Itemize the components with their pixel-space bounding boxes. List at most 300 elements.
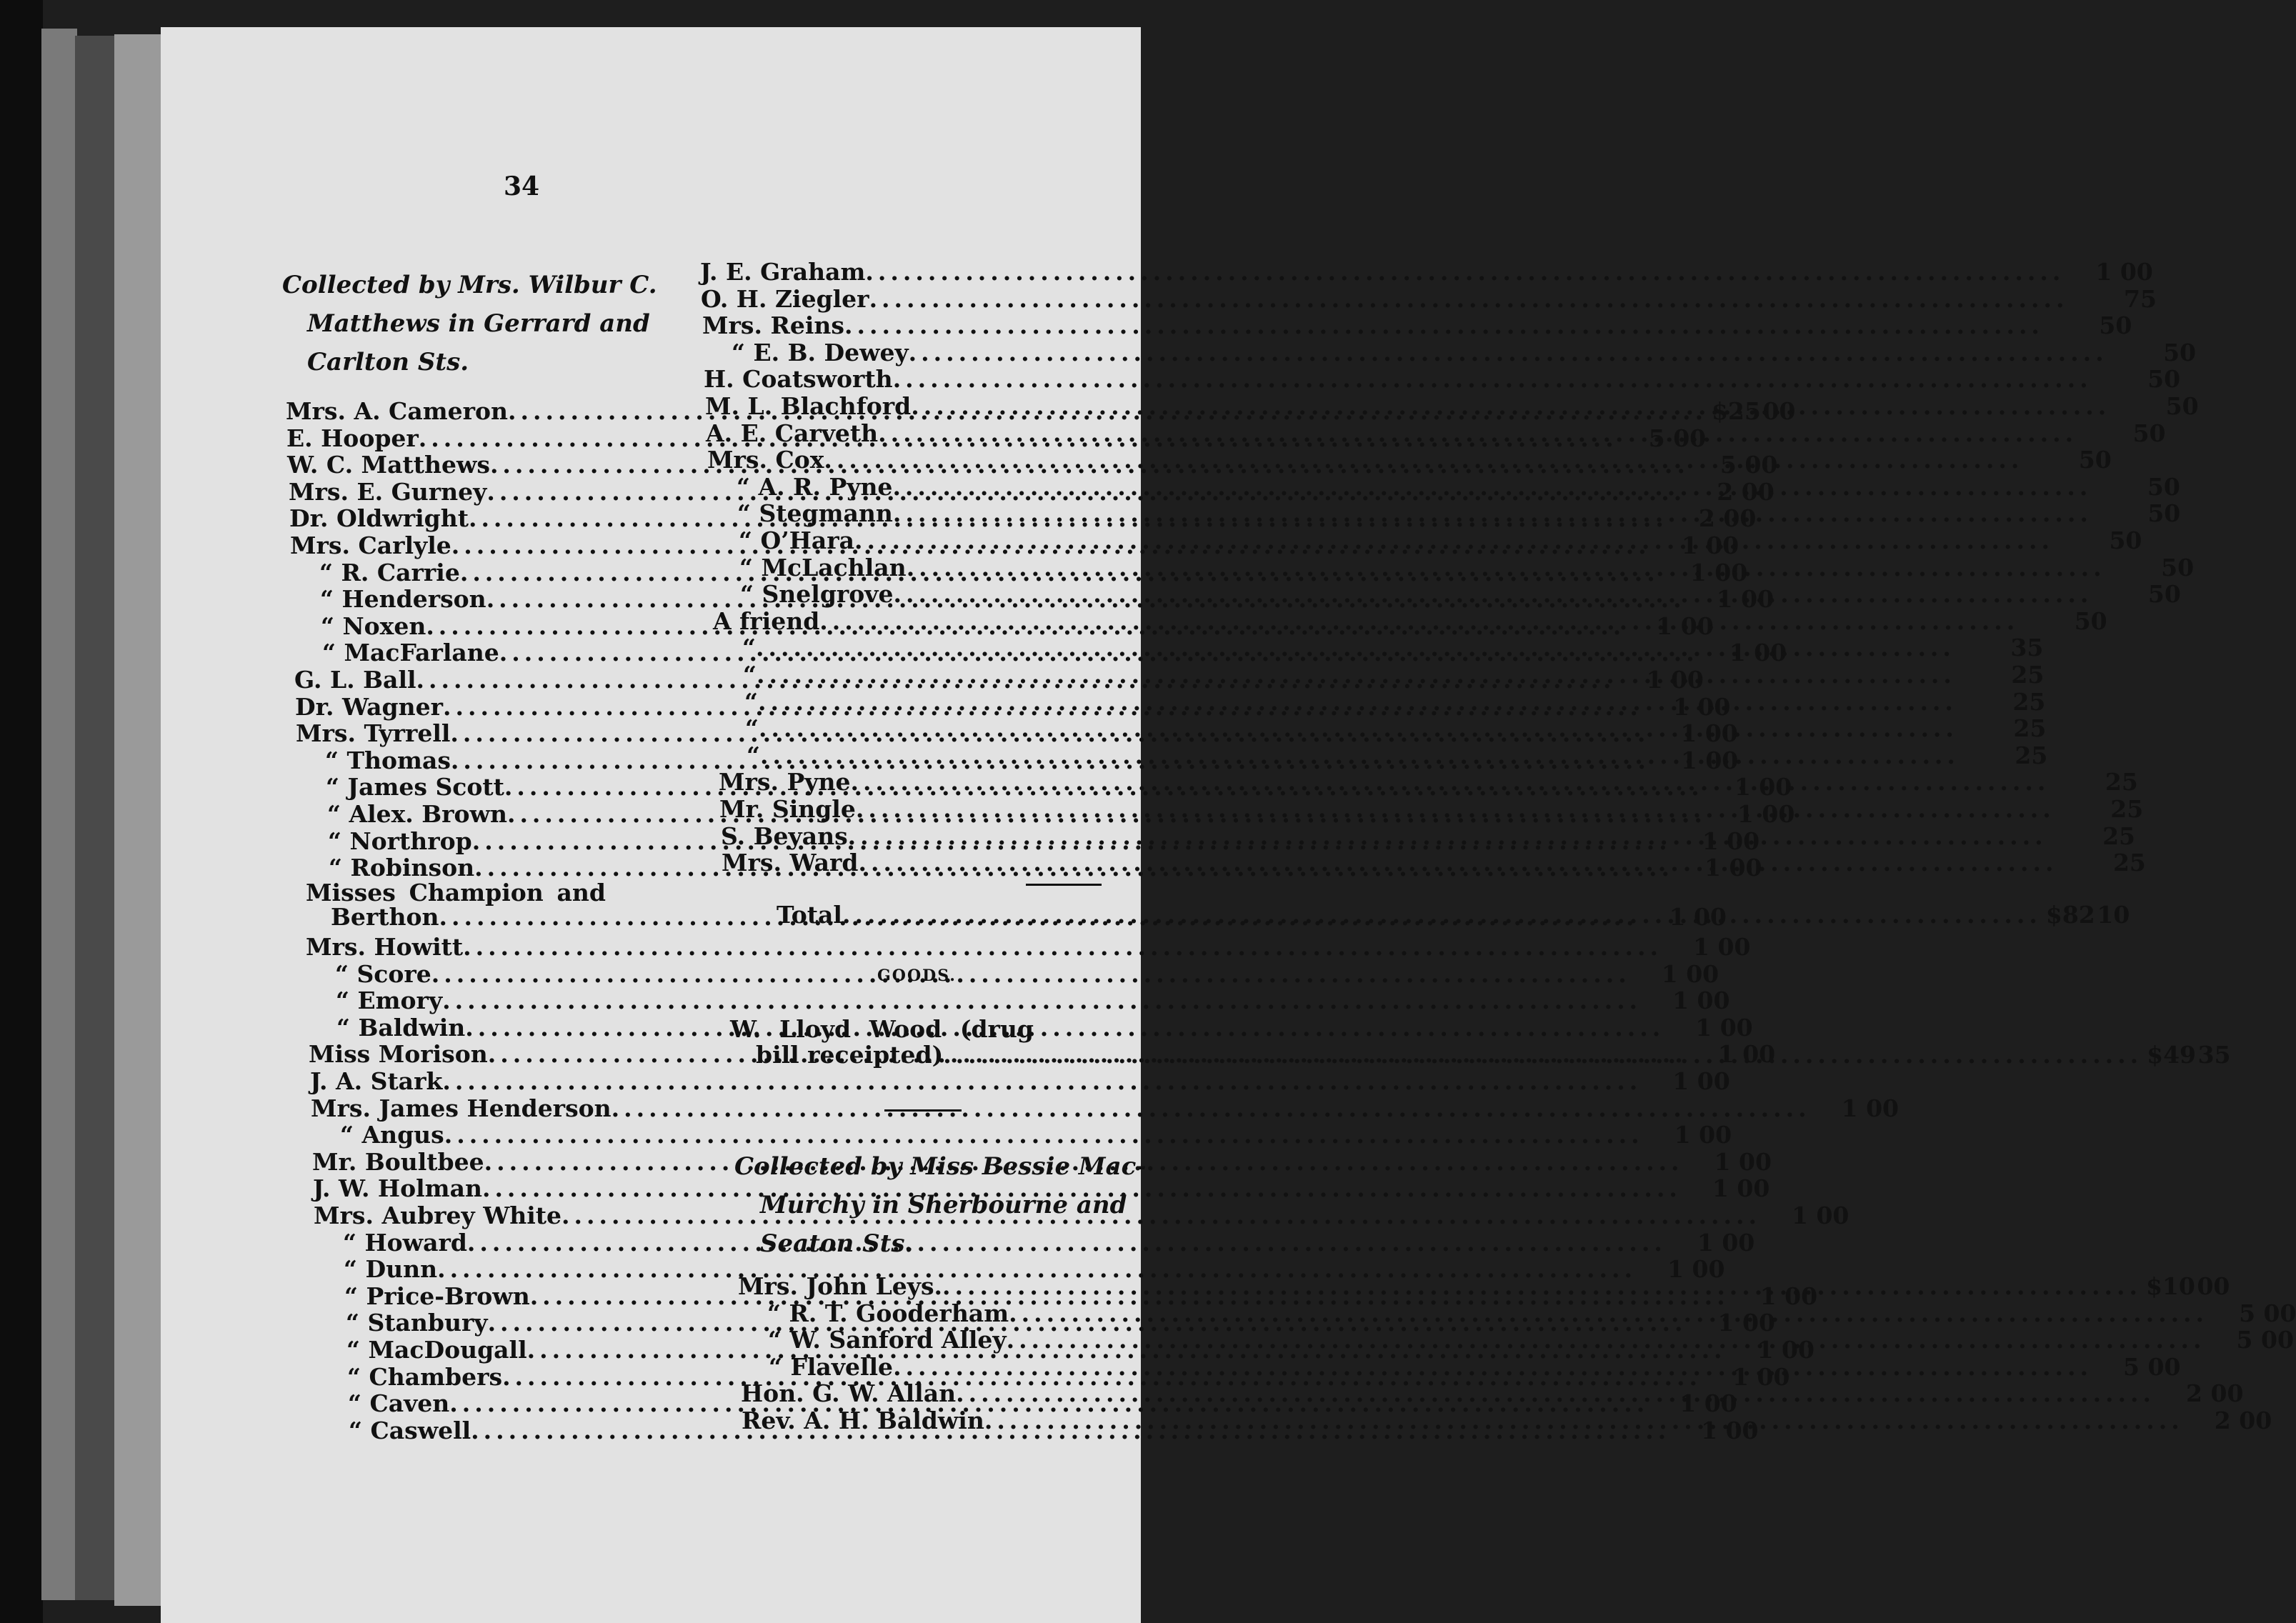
amount-cents: 25: [2110, 795, 2144, 823]
subscriber-name: Mrs. Reins: [702, 311, 844, 339]
amount-dollars: 1: [1714, 1148, 1731, 1176]
amount-cents: 00: [2263, 1299, 2296, 1327]
dot-leader: [907, 554, 2106, 581]
amount-dollars: 1: [1729, 639, 1746, 666]
dot-leader: [819, 608, 2019, 635]
amount: [2054, 527, 2141, 554]
amount-cents: 00: [1737, 1174, 1770, 1202]
amount: [2092, 581, 2180, 608]
dot-leader: [844, 312, 2044, 339]
dot-leader: [911, 393, 2110, 420]
ledger-row: [315, 1255, 1725, 1283]
amount-cents: 25: [2105, 768, 2138, 796]
dot-leader: [612, 1095, 1811, 1122]
amount-cents: 35: [2197, 1041, 2231, 1069]
amount-cents: 00: [2261, 1326, 2294, 1354]
heading-line: Collected by Mrs. Wilbur C.: [282, 271, 657, 299]
amount: [2077, 420, 2165, 447]
ledger-row: [296, 746, 1739, 774]
amount-dollars: $25: [1711, 397, 1761, 425]
subscriber-name: “ Caswell: [349, 1417, 471, 1444]
subscriber-name: J. A. Stark: [310, 1067, 443, 1095]
ledger-row: [313, 1174, 1770, 1202]
subscriber-name: “ O’Hara: [739, 526, 855, 554]
subscriber-name: Mrs. Carlyle: [290, 531, 451, 559]
subscriber-name: G. L. Ball: [294, 666, 416, 694]
subscriber-name: W. C. Matthews: [287, 451, 490, 479]
subscriber-name: “ Score: [335, 960, 431, 988]
ledger-row: [311, 1121, 1732, 1149]
subscriber-name: “ Flavelle: [769, 1353, 894, 1381]
amount-cents: 35: [2010, 634, 2044, 661]
subscriber-name: “ Angus: [340, 1121, 444, 1149]
dot-leader: [893, 366, 2092, 393]
amount-dollars: 1: [1674, 1121, 1691, 1149]
amount: [1684, 1149, 1771, 1176]
amount-dollars: 5: [2239, 1299, 2256, 1327]
amount-cents: 50: [2163, 339, 2197, 366]
subscriber-name: Rev. A. H. Baldwin: [742, 1407, 984, 1434]
amount: [2019, 608, 2106, 635]
subscriber-name: “: [745, 714, 759, 742]
dot-leader: [757, 661, 1956, 689]
page-number: 34: [504, 171, 540, 201]
dot-leader: [442, 1068, 1642, 1095]
subscriber-name: “ Stanbury: [346, 1309, 488, 1337]
dot-leader: [431, 961, 1631, 988]
dot-leader: [444, 1122, 1644, 1149]
amount-cents: 00: [1673, 424, 1707, 452]
amount-dollars: 1: [1661, 960, 1678, 988]
wrapped-line-1: Misses Champion and: [306, 879, 606, 907]
amount-cents: 50: [2165, 392, 2199, 420]
subscriber-name: “ James Scott: [326, 773, 504, 801]
amount-dollars: 1: [1697, 1229, 1714, 1257]
subscriber-name: Mrs. James Henderson: [311, 1094, 612, 1122]
amount-cents: 00: [1866, 1094, 1900, 1122]
amount: [1811, 1095, 1898, 1122]
heading-line: Murchy in Sherbourne and: [760, 1191, 1127, 1219]
total-label: Total: [777, 901, 842, 929]
amount-cents: 00: [1745, 451, 1778, 479]
amount: [2042, 902, 2129, 929]
amount: [1664, 1014, 1752, 1042]
amount: [2044, 312, 2131, 339]
amount-cents: 50: [2147, 580, 2181, 608]
subscriber-name: “: [747, 741, 760, 769]
amount-cents: 00: [2147, 1353, 2181, 1381]
subscriber-name: “ Henderson: [320, 585, 486, 613]
subscriber-name: Hon. G. W. Allan: [741, 1379, 957, 1407]
goods-heading: GOODS.: [877, 967, 957, 985]
ledger-row: [703, 339, 2197, 366]
dot-leader: [465, 1014, 1664, 1042]
amount-cents: 00: [1741, 478, 1775, 506]
amount-dollars: 1: [1734, 773, 1751, 801]
subscriber-name: J. W. Holman: [313, 1174, 482, 1202]
amount-cents: 00: [1704, 719, 1738, 747]
subscriber-name: “ Price-Brown: [344, 1282, 530, 1310]
amount-cents: 00: [1785, 1282, 1818, 1310]
subscriber-name: “: [744, 688, 758, 716]
amount: [2142, 1273, 2229, 1300]
subscriber-name: Mrs. A. Cameron: [286, 397, 509, 425]
subscriber-name: “ Noxen: [321, 612, 426, 640]
ledger-row: [702, 311, 2132, 339]
amount-dollars: 5: [2236, 1326, 2253, 1354]
amount: [2110, 393, 2197, 420]
amount: [1631, 961, 1718, 988]
amount-dollars: 1: [1732, 1363, 1749, 1391]
page-edge: [75, 36, 118, 1600]
dot-leader: [984, 1407, 2184, 1434]
dot-leader: [442, 987, 1642, 1014]
amount: [1642, 987, 1729, 1014]
amount-cents: 50: [2147, 365, 2181, 393]
amount-dollars: 1: [1689, 559, 1707, 586]
amount-dollars: 1: [1693, 933, 1710, 961]
dot-leader: [758, 689, 1957, 716]
goods-line-2: bill receipted): [756, 1041, 944, 1069]
amount-cents: 00: [1722, 1229, 1755, 1257]
amount-cents: 50: [2147, 473, 2180, 501]
ledger-row: [740, 1353, 2181, 1381]
subscriber-name: M. L. Blachford: [705, 392, 912, 420]
amount-dollars: 1: [1737, 800, 1754, 828]
amount-cents: 00: [1727, 827, 1760, 855]
dot-leader: [909, 339, 2108, 366]
amount-dollars: 1: [1672, 1067, 1689, 1095]
amount: [1644, 1122, 1731, 1149]
subscriber-name: “ W. Sanford Alley: [768, 1326, 1007, 1354]
amount: [1642, 1068, 1729, 1095]
amount-cents: 50: [2074, 607, 2107, 635]
amount-cents: 00: [1782, 1336, 1815, 1364]
section-divider: [884, 1109, 962, 1112]
subscriber-name: “ Alex. Brown: [327, 800, 507, 828]
ledger-row: [306, 933, 1751, 961]
heading-line: Seaton Sts.: [760, 1229, 914, 1258]
total-rule: [1026, 884, 1102, 886]
amount-cents: 00: [1697, 693, 1731, 721]
amount-cents: 00: [1686, 960, 1719, 988]
amount-cents: 00: [2197, 1272, 2230, 1300]
amount-dollars: 1: [1656, 612, 1673, 640]
dot-leader: [865, 259, 2065, 286]
amount-dollars: 1: [1791, 1202, 1808, 1229]
amount-cents: 25: [2112, 849, 2146, 877]
amount-dollars: 1: [1704, 854, 1722, 882]
amount-dollars: 1: [1702, 827, 1719, 855]
amount: [1955, 634, 2042, 661]
amount: [2155, 1380, 2242, 1407]
amount-cents: 00: [1706, 531, 1740, 559]
subscriber-name: “ Northrop: [328, 827, 472, 855]
amount-dollars: 1: [1680, 746, 1697, 774]
amount-dollars: 1: [1679, 1389, 1697, 1417]
amount-cents: 00: [1670, 666, 1704, 694]
amount-cents: 50: [2078, 446, 2112, 474]
amount-cents: 00: [2239, 1407, 2272, 1434]
ledger-row: [742, 1407, 2272, 1434]
amount: [1761, 1202, 1848, 1229]
amount-cents: 00: [1723, 504, 1757, 532]
subscriber-name: Dr. Oldwright: [289, 504, 469, 532]
ledger-row: [307, 987, 1730, 1014]
amount: [2092, 366, 2180, 393]
amount: [2108, 339, 2195, 366]
page-edge: [41, 29, 77, 1600]
amount: [2208, 1300, 2295, 1327]
amount-dollars: 1: [1841, 1094, 1858, 1122]
amount-cents: 00: [1719, 1014, 1753, 1042]
dot-leader: [760, 742, 1960, 769]
subscriber-name: O. H. Ziegler: [701, 285, 869, 313]
amount-cents: 50: [2161, 554, 2195, 581]
amount: [2023, 446, 2110, 474]
dot-leader: [878, 420, 2077, 447]
dot-leader: [850, 769, 2050, 796]
subscriber-name: J. E. Graham: [700, 258, 866, 286]
subscriber-name: Mrs. E. Gurney: [289, 478, 487, 506]
goods-line-1: W. Lloyd Wood (drug: [730, 1015, 1034, 1043]
subscriber-name: Mrs. Pyne: [719, 768, 851, 796]
dot-leader: [893, 1354, 2092, 1381]
amount-cents: 00: [2120, 258, 2153, 286]
amount: [2057, 849, 2145, 877]
amount-cents: 00: [1754, 639, 1787, 666]
dot-leader: [869, 286, 2069, 313]
amount-cents: 25: [2012, 688, 2046, 716]
amount-dollars: 1: [1701, 1417, 1718, 1444]
dot-leader: [892, 474, 2092, 501]
subscriber-name: E. Hooper: [286, 424, 419, 452]
heading-line: Carlton Sts.: [307, 348, 469, 376]
subscriber-name: “ Emory: [336, 987, 443, 1014]
ledger-row: [700, 258, 2153, 286]
subscriber-name: Berthon: [331, 903, 439, 931]
page-edge: [114, 34, 164, 1606]
subscriber-name: “: [743, 661, 757, 689]
amount-cents: 00: [1742, 1040, 1776, 1068]
amount-dollars: 2: [1717, 478, 1734, 506]
subscriber-name: Mr. Single: [719, 795, 856, 823]
dot-leader: [859, 849, 2058, 877]
amount-cents: 00: [1693, 903, 1727, 931]
amount-cents: 00: [2210, 1379, 2244, 1407]
amount-cents: 75: [2123, 285, 2157, 313]
subscriber-name: “ MacDougall: [346, 1336, 527, 1364]
subscriber-name: “ Caven: [348, 1389, 450, 1417]
subscriber-name: S. Beyans: [721, 822, 848, 850]
amount-cents: 25: [2013, 714, 2047, 742]
amount-cents: 00: [1697, 987, 1730, 1014]
amount-cents: 00: [1705, 746, 1739, 774]
amount: [2092, 1354, 2180, 1381]
amount: [1960, 742, 2047, 769]
amount: [1682, 1175, 1769, 1202]
amount: [2050, 769, 2137, 796]
dot-leader: [824, 446, 2023, 474]
subscriber-name: Mr. Boultbee: [312, 1148, 484, 1176]
amount: [2055, 796, 2142, 823]
ledger-row: [704, 365, 2181, 393]
ledger-row: [741, 1379, 2244, 1407]
amount-dollars: 1: [2095, 258, 2112, 286]
amount-cents: 00: [1739, 1148, 1772, 1176]
amount-dollars: 2: [2214, 1407, 2231, 1434]
amount: [1957, 689, 2045, 716]
amount-dollars: $82: [2045, 901, 2095, 929]
subscriber-name: A friend: [713, 607, 820, 635]
subscriber-name: “ Howard: [343, 1229, 467, 1257]
ledger-row: [294, 639, 1787, 666]
subscriber-name: “ Thomas: [325, 746, 451, 774]
amount-cents: 50: [2099, 311, 2132, 339]
amount-cents: 50: [2132, 419, 2166, 447]
amount-cents: 00: [1741, 585, 1775, 613]
dot-leader: [893, 500, 2092, 527]
ledger-row: [701, 285, 2157, 313]
amount-dollars: 1: [1672, 987, 1689, 1014]
subscriber-name: Miss Morison: [309, 1040, 488, 1068]
amount-dollars: 1: [1672, 693, 1689, 721]
dot-leader: [1009, 1300, 2208, 1327]
amount-cents: 00: [1757, 1363, 1790, 1391]
amount-dollars: 1: [1646, 666, 1663, 694]
amount-cents: 00: [1729, 854, 1762, 882]
dot-leader: [848, 823, 2047, 850]
amount-cents: 00: [1762, 397, 1796, 425]
ledger-row: [311, 1094, 1900, 1122]
subscriber-name: Mrs. Tyrrell: [296, 719, 451, 747]
amount: [2142, 1042, 2230, 1069]
amount: [2068, 286, 2155, 313]
subscriber-name: Mrs. Cox: [707, 446, 824, 474]
ledger-row: [310, 1067, 1730, 1095]
amount: [1662, 934, 1750, 961]
subscriber-name: Mrs. John Leys.: [738, 1272, 943, 1300]
dot-leader: [942, 1273, 2142, 1300]
amount-dollars: 1: [1717, 1309, 1735, 1337]
subscriber-name: “: [742, 634, 756, 661]
dot-leader: [956, 1380, 2155, 1407]
amount-cents: 00: [1725, 1417, 1759, 1444]
subscriber-name: “ Baldwin: [336, 1014, 466, 1042]
dot-leader: [759, 715, 1958, 742]
subscriber-name: Dr. Wagner: [295, 693, 443, 721]
amount: [2092, 500, 2180, 527]
amount-dollars: 1: [1757, 1336, 1774, 1364]
amount-cents: 00: [1704, 1389, 1737, 1417]
amount-cents: 00: [1699, 1121, 1732, 1149]
amount-cents: 10: [2097, 901, 2130, 929]
amount-cents: 00: [1717, 933, 1751, 961]
amount: [2184, 1407, 2271, 1434]
ledger-row: [739, 1299, 2296, 1327]
ledger-row: [738, 1272, 2230, 1300]
amount-cents: 50: [2109, 526, 2142, 554]
ledger-row: [296, 719, 1738, 747]
subscriber-name: A. E. Carveth: [706, 419, 879, 447]
amount-dollars: $10: [2145, 1272, 2195, 1300]
amount: [1956, 661, 2043, 689]
amount-cents: 00: [1714, 559, 1748, 586]
dot-leader: [856, 796, 2055, 823]
amount-dollars: 5: [2123, 1353, 2140, 1381]
subscriber-name: H. Coatsworth: [704, 365, 893, 393]
amount: [2065, 259, 2152, 286]
amount-cents: 00: [1816, 1202, 1850, 1229]
subscriber-name: “ MacFarlane: [322, 639, 499, 666]
amount-cents: 25: [2015, 741, 2048, 769]
dot-leader: [854, 527, 2054, 554]
amount-cents: 50: [2147, 499, 2181, 527]
amount-dollars: 5: [1719, 451, 1737, 479]
amount-cents: 00: [1759, 773, 1792, 801]
amount-dollars: 2: [1698, 504, 1715, 532]
amount-dollars: $49: [2147, 1041, 2196, 1069]
amount-dollars: 1: [1667, 1255, 1684, 1283]
amount-cents: 00: [1697, 1067, 1730, 1095]
subscriber-name: Mrs. Ward: [722, 849, 859, 877]
amount: [2092, 474, 2179, 501]
amount-dollars: 2: [2186, 1379, 2203, 1407]
dot-leader: [467, 1229, 1667, 1257]
subscriber-name: “ Snelgrove: [740, 580, 894, 608]
dot-leader: [842, 902, 2042, 929]
subscriber-name: “ Robinson: [329, 854, 475, 882]
amount: [2047, 823, 2135, 850]
amount-cents: 00: [1680, 612, 1714, 640]
amount: [1958, 715, 2045, 742]
amount: [2206, 1327, 2293, 1354]
heading-line: Matthews in Gerrard and: [307, 309, 650, 338]
dot-leader: [756, 634, 1955, 661]
amount-dollars: 1: [1669, 903, 1686, 931]
amount-dollars: 5: [1648, 424, 1665, 452]
amount-cents: 00: [1762, 800, 1795, 828]
amount-dollars: 1: [1712, 1174, 1729, 1202]
ledger-row: [294, 666, 1704, 694]
subscriber-name: “ Chambers: [347, 1363, 503, 1391]
subscriber-name: “ A. R. Pyne: [737, 473, 893, 501]
amount: [1667, 1229, 1754, 1257]
amount-dollars: 1: [1680, 719, 1697, 747]
dot-leader: [463, 934, 1662, 961]
amount-dollars: 1: [1760, 1282, 1777, 1310]
subscriber-name: “ Stegmann: [737, 499, 893, 527]
amount-cents: 00: [1692, 1255, 1725, 1283]
amount-cents: 00: [1742, 1309, 1775, 1337]
amount-cents: 25: [2102, 822, 2136, 850]
dot-leader: [1007, 1327, 2206, 1354]
amount-dollars: 1: [1717, 1040, 1735, 1068]
dot-leader: [893, 581, 2092, 608]
dot-leader: [561, 1202, 1761, 1229]
subscriber-name: “ E. B. Dewey: [732, 339, 909, 366]
amount-dollars: 1: [1681, 531, 1698, 559]
ledger-row: [739, 1326, 2294, 1354]
ledger-row: [295, 693, 1731, 721]
amount: [2106, 554, 2193, 581]
subscriber-name: “ R. T. Gooderham: [767, 1299, 1009, 1327]
subscriber-name: Mrs. Howitt: [306, 933, 464, 961]
amount-dollars: 1: [1716, 585, 1733, 613]
subscriber-name: Mrs. Aubrey White: [314, 1202, 562, 1229]
amount-cents: 25: [2011, 661, 2045, 689]
dot-leader: [943, 1042, 2142, 1069]
